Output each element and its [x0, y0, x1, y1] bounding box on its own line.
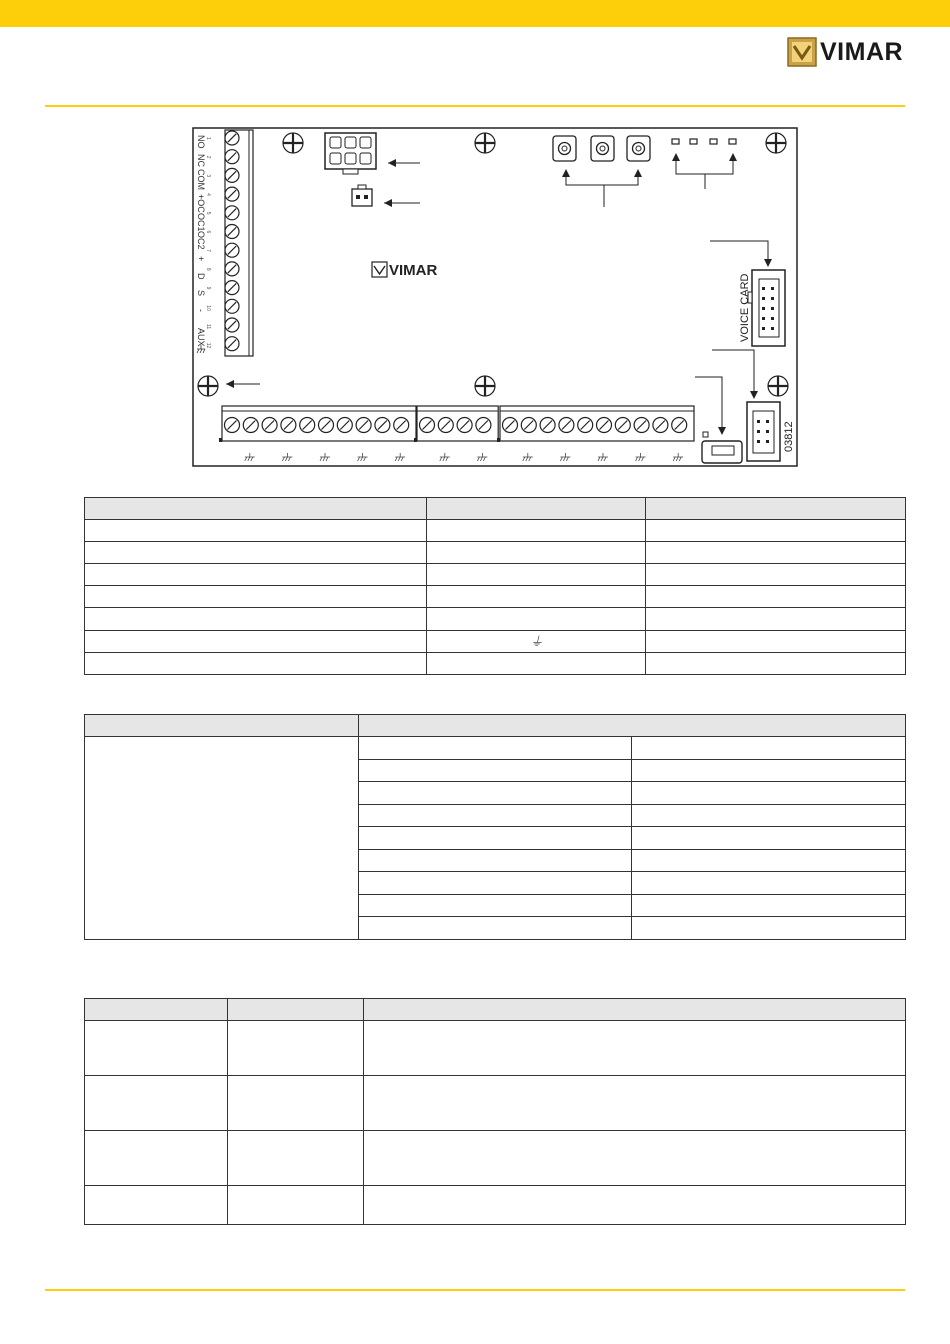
- push-button-icon: [553, 136, 576, 161]
- header-cell: [646, 498, 906, 520]
- table-row: [85, 737, 906, 760]
- terminal-screw-icon: [262, 418, 277, 433]
- terminal-screw-icon: [225, 131, 239, 145]
- table-row: [85, 542, 906, 564]
- push-button-icon: [591, 136, 614, 161]
- table-header-row: [85, 715, 906, 737]
- mounting-screw-icon: [475, 376, 495, 396]
- terminal-number: 9: [205, 286, 211, 290]
- terminal-screw-icon: [559, 418, 574, 433]
- terminal-screw-icon: [225, 168, 239, 182]
- terminal-label: COM: [196, 169, 206, 190]
- terminal-screw-icon: [394, 418, 409, 433]
- table-settings: [84, 714, 906, 940]
- table-row: [85, 1076, 906, 1131]
- terminal-screw-icon: [356, 418, 371, 433]
- terminal-screw-icon: [578, 418, 593, 433]
- terminal-screw-icon: [337, 418, 352, 433]
- terminal-screw-icon: [319, 418, 334, 433]
- terminal-number: 2: [205, 155, 211, 159]
- terminal-number: 8: [205, 267, 211, 271]
- table-header-row: [85, 999, 906, 1021]
- terminal-screw-icon: [225, 262, 239, 276]
- board-logo-text: VIMAR: [389, 262, 438, 279]
- header-cell: [85, 498, 427, 520]
- table-row: [85, 586, 906, 608]
- terminal-screw-icon: [672, 418, 687, 433]
- terminal-screw-icon: [503, 418, 518, 433]
- vimar-logo: [787, 37, 903, 69]
- ground-symbol-icon: ⏚: [529, 633, 542, 649]
- terminal-screw-icon: [300, 418, 315, 433]
- terminal-screw-icon: [225, 225, 239, 239]
- header-divider: [45, 105, 905, 107]
- terminal-number: 3: [205, 174, 211, 178]
- terminal-screw-icon: [225, 206, 239, 220]
- terminal-screw-icon: [225, 281, 239, 295]
- terminal-label: NO: [196, 135, 206, 149]
- terminal-label: OC1: [196, 213, 206, 232]
- header-cell: [85, 999, 228, 1021]
- table-row: [85, 520, 906, 542]
- terminal-screw-icon: [597, 418, 612, 433]
- terminal-number: 5: [205, 211, 211, 215]
- terminal-screw-icon: [375, 418, 390, 433]
- terminal-screw-icon: [653, 418, 668, 433]
- terminal-screw-icon: [438, 418, 453, 433]
- voice-card-connector: [748, 270, 785, 346]
- mounting-screw-icon: [768, 376, 788, 396]
- part-code: 03812: [783, 421, 795, 452]
- footer-divider: [45, 1289, 905, 1291]
- table-row: [85, 653, 906, 675]
- terminal-label: +: [196, 256, 206, 262]
- table-row: [85, 608, 906, 631]
- top-accent-bar: [0, 0, 950, 27]
- header-cell: [427, 498, 646, 520]
- table-row: [85, 1131, 906, 1186]
- terminal-label: OC2: [196, 231, 206, 250]
- terminal-screw-icon: [476, 418, 491, 433]
- table-row: [85, 564, 906, 586]
- header-cell: [228, 999, 364, 1021]
- header-cell: [359, 715, 906, 737]
- expansion-connector: [747, 402, 780, 461]
- terminal-screw-icon: [634, 418, 649, 433]
- terminal-number: 4: [205, 193, 211, 196]
- terminal-screw-icon: [225, 318, 239, 332]
- table-leds: [84, 998, 906, 1225]
- board-diagram: [192, 127, 798, 467]
- mounting-screw-icon: [198, 376, 218, 396]
- voice-card-label: VOICE CARD: [739, 273, 751, 342]
- terminal-screw-icon: [225, 299, 239, 313]
- table-header-row: [85, 498, 906, 520]
- vimar-emblem-icon: [787, 37, 817, 67]
- terminal-label: -: [196, 309, 206, 312]
- terminal-screw-icon: [420, 418, 435, 433]
- terminal-number: 11: [205, 324, 211, 330]
- terminal-number: 7: [205, 249, 211, 252]
- header-cell: [364, 999, 906, 1021]
- terminal-screw-icon: [225, 187, 239, 201]
- terminal-number: 1: [205, 137, 211, 140]
- push-button-icon: [627, 136, 650, 161]
- terminal-screw-icon: [457, 418, 472, 433]
- table-row: [85, 1021, 906, 1076]
- terminal-screw-icon: [281, 418, 296, 433]
- terminal-screw-icon: [225, 418, 240, 433]
- mounting-screw-icon: [283, 133, 303, 153]
- mounting-screw-icon: [475, 133, 495, 153]
- table-row: [85, 1186, 906, 1225]
- terminal-label: D: [196, 273, 206, 280]
- power-connector: [325, 133, 376, 174]
- table-row: [85, 631, 906, 653]
- terminal-screw-icon: [540, 418, 555, 433]
- terminal-number: 12: [205, 342, 211, 349]
- terminal-label: NC: [196, 154, 206, 167]
- terminal-screw-icon: [521, 418, 536, 433]
- header-cell: [85, 715, 359, 737]
- terminal-screw-icon: [225, 243, 239, 257]
- terminal-number: 6: [205, 230, 211, 234]
- terminal-label: S: [196, 290, 206, 297]
- terminal-label: +OC: [196, 194, 206, 213]
- mounting-screw-icon: [766, 133, 786, 153]
- terminal-screw-icon: [615, 418, 630, 433]
- terminal-screw-icon: [225, 337, 239, 351]
- terminal-screw-icon: [225, 150, 239, 164]
- terminal-screw-icon: [243, 418, 258, 433]
- terminal-label: AUX: [196, 328, 206, 347]
- brand-name: VIMAR: [820, 38, 904, 66]
- terminal-number: 10: [205, 305, 211, 311]
- table-terminals: [84, 497, 906, 675]
- board-vimar-logo: [372, 262, 438, 279]
